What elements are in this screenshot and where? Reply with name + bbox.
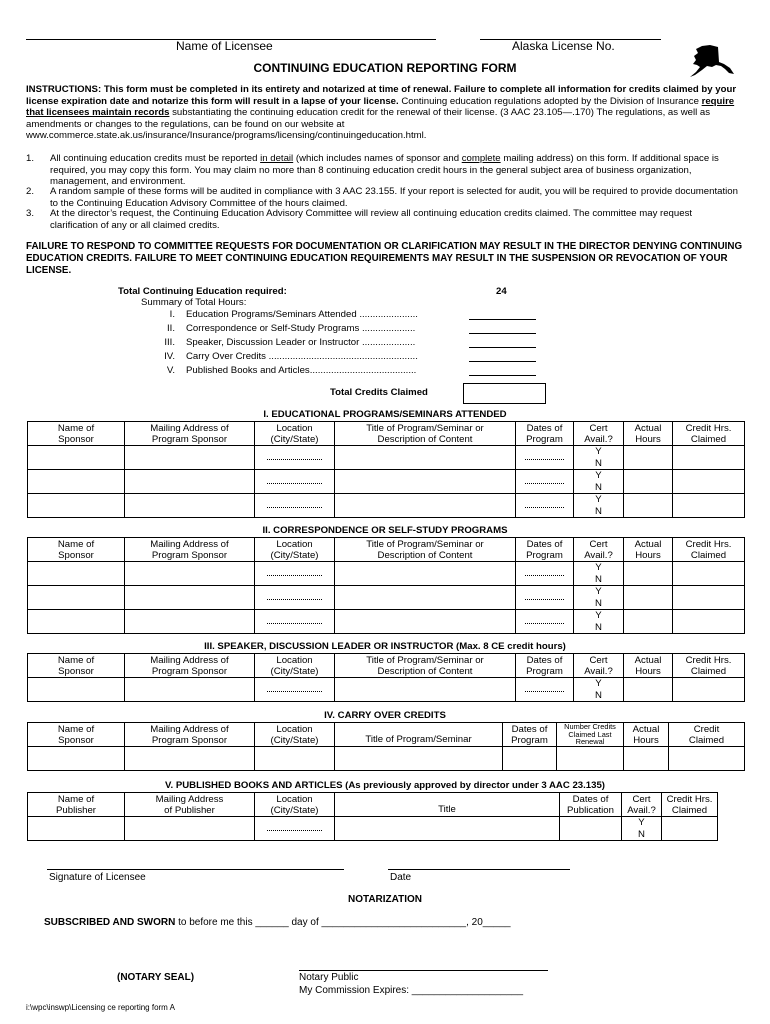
cell-input[interactable]: [624, 678, 673, 702]
section-1-table: [27, 421, 745, 518]
item-1-complete: complete: [461, 153, 501, 164]
cell-input[interactable]: [28, 494, 125, 518]
yes-option[interactable]: Y: [595, 586, 602, 597]
warning-text: FAILURE TO RESPOND TO COMMITTEE REQUESTS FOR DOCUMENTATION OR CLARIFICATION MAY RESULT IN THE DIRECTOR DENYING CONTINUING EDUCATION CREDITS. FAILURE TO MEET CONTINUING EDUCATION REQUIREMENTS MAY RESULT IN THE SUSPENSION OR REVOCATION OF YOUR LICENSE.: [26, 241, 743, 276]
cell-input[interactable]: [255, 610, 335, 634]
cell-input[interactable]: [673, 586, 745, 610]
yes-option[interactable]: Y: [595, 470, 602, 481]
item-2-text: A random sample of these forms will be audited in compliance with 3 AAC 23.155. If your report is selected for audit, you will be required to provide documentation to the Continuing Education Advisory Committee of the hours claimed.: [50, 186, 738, 209]
col-location: Location (City/State): [255, 723, 335, 747]
cell-input[interactable]: [624, 562, 673, 586]
item-1-text: [50, 153, 740, 188]
table-row: [28, 678, 745, 702]
col-publisher-address: Mailing Address of Publisher: [125, 793, 255, 817]
cell-input[interactable]: [28, 817, 125, 841]
cert-cell[interactable]: [622, 817, 662, 841]
item-3-number: 3.: [26, 208, 35, 219]
col-address: Mailing Address of Program Sponsor: [125, 538, 255, 562]
col-name: Name of Sponsor: [28, 654, 125, 678]
cell-input[interactable]: [125, 586, 255, 610]
table-row: [28, 817, 718, 841]
yes-option[interactable]: Y: [595, 678, 602, 689]
col-address: Mailing Address of Program Sponsor: [125, 654, 255, 678]
cell-input[interactable]: [28, 470, 125, 494]
col-dates: Dates of Program: [503, 723, 557, 747]
summary-roman-1: I.: [169, 309, 175, 320]
total-credits-box[interactable]: [463, 383, 546, 404]
col-name: Name of Sponsor: [28, 422, 125, 446]
cell-input[interactable]: [255, 562, 335, 586]
cell-input[interactable]: [255, 470, 335, 494]
section-1-title: I. EDUCATIONAL PROGRAMS/SEMINARS ATTENDED: [263, 409, 507, 420]
sworn-rest: to before me this ______ day of __________________________, 20_____: [175, 917, 511, 928]
yes-option[interactable]: Y: [595, 446, 602, 457]
section-5-title: V. PUBLISHED BOOKS AND ARTICLES (As previously approved by director under 3 AAC 23.135): [165, 780, 605, 791]
cell-input[interactable]: [125, 747, 255, 771]
col-title: Title of Program/Seminar or Description of Content: [335, 654, 516, 678]
cell-input[interactable]: [28, 562, 125, 586]
license-number-label: Alaska License No.: [512, 39, 615, 53]
table-row: [28, 562, 745, 586]
item-1-pre: All continuing education credits must be reported: [50, 153, 261, 164]
cell-input[interactable]: [516, 494, 574, 518]
item-1-in-detail: in detail: [260, 153, 294, 164]
cell-input[interactable]: [125, 610, 255, 634]
col-dates: Dates of Publication: [560, 793, 622, 817]
signature-line[interactable]: [47, 869, 344, 870]
summary-roman-2: II.: [167, 323, 175, 334]
summary-roman-5: V.: [166, 365, 175, 376]
col-publisher-name: Name of Publisher: [28, 793, 125, 817]
summary-roman-4: IV.: [164, 351, 175, 362]
cell-input[interactable]: [125, 678, 255, 702]
yes-option[interactable]: Y: [595, 562, 602, 573]
table-row: [28, 494, 745, 518]
item-1-mid: (which includes names of sponsor and: [293, 153, 462, 164]
table-header-row: [28, 422, 745, 446]
col-actual: Actual Hours: [624, 723, 669, 747]
notary-signature-line[interactable]: [299, 970, 548, 971]
cell-input[interactable]: [673, 610, 745, 634]
col-title: Title of Program/Seminar: [335, 723, 503, 747]
col-location: Location (City/State): [255, 793, 335, 817]
table-row: [28, 610, 745, 634]
cell-input[interactable]: [28, 610, 125, 634]
date-label: Date: [390, 872, 412, 883]
cell-input[interactable]: [624, 494, 673, 518]
cell-input[interactable]: [624, 446, 673, 470]
total-required-label: Total Continuing Education required:: [118, 286, 287, 297]
table-row: [28, 747, 745, 771]
sworn-lead: SUBSCRIBED AND SWORN: [44, 917, 176, 928]
form-title: CONTINUING EDUCATION REPORTING FORM: [253, 61, 517, 75]
col-cert: Cert Avail.?: [574, 538, 624, 562]
col-cert: Cert Avail.?: [574, 422, 624, 446]
date-line[interactable]: [388, 869, 570, 870]
no-option[interactable]: N: [595, 621, 602, 633]
total-credits-label: Total Credits Claimed: [330, 387, 428, 398]
col-title: Title: [335, 793, 560, 817]
table-header-row: [28, 538, 745, 562]
summary-label-4: Carry Over Credits ........................................................: [186, 351, 418, 362]
summary-roman-3: III.: [164, 337, 175, 348]
notarization-heading: NOTARIZATION: [347, 894, 423, 905]
cell-input[interactable]: [255, 678, 335, 702]
cell-input[interactable]: [255, 817, 335, 841]
col-number-credits: Number Credits Claimed Last Renewal: [557, 723, 624, 747]
col-actual: Actual Hours: [624, 654, 673, 678]
section-2-table: [27, 537, 745, 634]
col-location: Location (City/State): [255, 422, 335, 446]
cert-cell[interactable]: [574, 470, 624, 494]
item-3-text: At the director’s request, the Continuing Education Advisory Committee will review all continuing education credits claimed. The committee may request clarification of any or all claimed credits.: [50, 208, 693, 231]
cell-input[interactable]: [673, 494, 745, 518]
instructions-lead: INSTRUCTIONS: This form must be completed in its entirety and notarized at time of renewal. Failure to complete all information for credits claimed by your license expiration date and notarize this form will result in a lapse of your license.: [26, 84, 737, 107]
cell-input[interactable]: [516, 586, 574, 610]
col-credit: Credit Hrs. Claimed: [673, 422, 745, 446]
col-dates: Dates of Program: [516, 538, 574, 562]
section-4-table: [27, 722, 745, 771]
commission-expires: My Commission Expires: ____________________: [299, 985, 524, 996]
yes-option[interactable]: Y: [595, 494, 602, 505]
cell-input[interactable]: [624, 610, 673, 634]
col-actual: Actual Hours: [624, 422, 673, 446]
cell-input[interactable]: [673, 470, 745, 494]
cell-input[interactable]: [624, 747, 669, 771]
summary-label-3: Speaker, Discussion Leader or Instructor ....................: [186, 337, 416, 348]
section-5-table: [27, 792, 718, 841]
col-credit: Credit Claimed: [669, 723, 745, 747]
section-3-table: [27, 653, 745, 702]
cell-input[interactable]: [28, 446, 125, 470]
col-cert: Cert Avail.?: [574, 654, 624, 678]
table-row: [28, 446, 745, 470]
summary-label-1: Education Programs/Seminars Attended ......................: [186, 309, 418, 320]
item-1-post: mailing address) on this form. If additional space is required, you may copy this form. You may claim no more than 8 continuing education credit hours in the general subject area of business organization, management, and environment.: [50, 153, 719, 188]
signature-label: Signature of Licensee: [49, 872, 146, 883]
cell-input[interactable]: [125, 446, 255, 470]
col-credit: Credit Hrs. Claimed: [673, 654, 745, 678]
cert-cell[interactable]: [574, 446, 624, 470]
cell-input[interactable]: [624, 586, 673, 610]
yes-option[interactable]: Y: [638, 817, 645, 828]
cell-input[interactable]: [28, 678, 125, 702]
cell-input[interactable]: [125, 494, 255, 518]
table-header-row: [28, 793, 718, 817]
no-option[interactable]: N: [595, 573, 602, 585]
summary-blank-3[interactable]: [469, 347, 536, 348]
cell-input[interactable]: [560, 817, 622, 841]
item-1-number: 1.: [26, 153, 35, 164]
cert-cell[interactable]: [574, 610, 624, 634]
col-title: Title of Program/Seminar or Description of Content: [335, 422, 516, 446]
col-address: Mailing Address of Program Sponsor: [125, 723, 255, 747]
cell-input[interactable]: [255, 494, 335, 518]
cell-input[interactable]: [28, 586, 125, 610]
section-3-title: III. SPEAKER, DISCUSSION LEADER OR INSTRUCTOR (Max. 8 CE credit hours): [204, 641, 566, 652]
cell-input[interactable]: [335, 747, 503, 771]
col-credit: Credit Hrs. Claimed: [673, 538, 745, 562]
no-option[interactable]: N: [595, 505, 602, 517]
cell-input[interactable]: [28, 747, 125, 771]
summary-blank-5[interactable]: [469, 375, 536, 376]
cell-input[interactable]: [125, 817, 255, 841]
instructions-require: require that licensees maintain records: [26, 95, 735, 119]
licensee-name-label: Name of Licensee: [176, 39, 273, 53]
sworn-statement: [44, 917, 511, 928]
cell-input[interactable]: [335, 586, 516, 610]
instructions-rest-2: substantiating the continuing education credit for the renewal of their license. (3 AAC 23.105—.170) The regulations, as well as amendments or changes to the regulations, can be found on our website at www.commerce.state.ak.us/insurance/Insurance/programs/licensing/continuingeducation.html.: [26, 107, 711, 142]
col-address: Mailing Address of Program Sponsor: [125, 422, 255, 446]
cert-cell[interactable]: [574, 562, 624, 586]
cell-input[interactable]: [503, 747, 557, 771]
col-actual: Actual Hours: [624, 538, 673, 562]
no-option[interactable]: N: [595, 597, 602, 609]
no-option[interactable]: N: [595, 481, 602, 493]
cell-input[interactable]: [125, 470, 255, 494]
footer-path: i:\wpc\inswp\Licensing ce reporting form A: [26, 1003, 175, 1012]
cell-input[interactable]: [125, 562, 255, 586]
col-dates: Dates of Program: [516, 654, 574, 678]
cell-input[interactable]: [516, 610, 574, 634]
total-required-value: 24: [496, 286, 507, 297]
table-header-row: [28, 723, 745, 747]
no-option[interactable]: N: [595, 457, 602, 469]
yes-option[interactable]: Y: [595, 610, 602, 621]
summary-blank-2[interactable]: [469, 333, 536, 334]
cell-input[interactable]: [669, 747, 745, 771]
instructions-paragraph: [26, 84, 746, 142]
item-2-number: 2.: [26, 186, 35, 197]
cell-input[interactable]: [516, 678, 574, 702]
col-location: Location (City/State): [255, 654, 335, 678]
summary-label-5: Published Books and Articles........................................: [186, 365, 417, 376]
cell-input[interactable]: [335, 817, 560, 841]
cell-input[interactable]: [255, 747, 335, 771]
instructions-rest-1: Continuing education regulations adopted by the Division of Insurance: [398, 95, 702, 107]
summary-blank-1[interactable]: [469, 319, 536, 320]
cell-input[interactable]: [335, 446, 516, 470]
col-dates: Dates of Program: [516, 422, 574, 446]
cell-input[interactable]: [624, 470, 673, 494]
col-name: Name of Sponsor: [28, 723, 125, 747]
cell-input[interactable]: [673, 678, 745, 702]
no-option[interactable]: N: [595, 689, 602, 701]
cell-input[interactable]: [335, 678, 516, 702]
section-4-title: IV. CARRY OVER CREDITS: [324, 710, 446, 721]
cell-input[interactable]: [255, 586, 335, 610]
col-location: Location (City/State): [255, 538, 335, 562]
cell-input[interactable]: [673, 446, 745, 470]
notary-public-label: Notary Public: [299, 972, 359, 983]
cell-input[interactable]: [662, 817, 718, 841]
col-cert: Cert Avail.?: [622, 793, 662, 817]
cell-input[interactable]: [516, 446, 574, 470]
cert-cell[interactable]: [574, 494, 624, 518]
section-2-title: II. CORRESPONDENCE OR SELF-STUDY PROGRAMS: [262, 525, 508, 536]
cell-input[interactable]: [335, 494, 516, 518]
table-row: [28, 470, 745, 494]
cell-input[interactable]: [255, 446, 335, 470]
col-title: Title of Program/Seminar or Description of Content: [335, 538, 516, 562]
cert-cell[interactable]: [574, 586, 624, 610]
cell-input[interactable]: [335, 562, 516, 586]
cell-input[interactable]: [673, 562, 745, 586]
notary-seal: (NOTARY SEAL): [117, 972, 195, 983]
no-option[interactable]: N: [638, 828, 645, 840]
cell-input[interactable]: [557, 747, 624, 771]
cell-input[interactable]: [335, 610, 516, 634]
col-name: Name of Sponsor: [28, 538, 125, 562]
col-credit: Credit Hrs. Claimed: [662, 793, 718, 817]
table-header-row: [28, 654, 745, 678]
cert-cell[interactable]: [574, 678, 624, 702]
cell-input[interactable]: [516, 562, 574, 586]
table-row: [28, 586, 745, 610]
summary-label: Summary of Total Hours:: [141, 297, 247, 308]
cell-input[interactable]: [516, 470, 574, 494]
cell-input[interactable]: [335, 470, 516, 494]
summary-blank-4[interactable]: [469, 361, 536, 362]
summary-label-2: Correspondence or Self-Study Programs ....................: [186, 323, 416, 334]
